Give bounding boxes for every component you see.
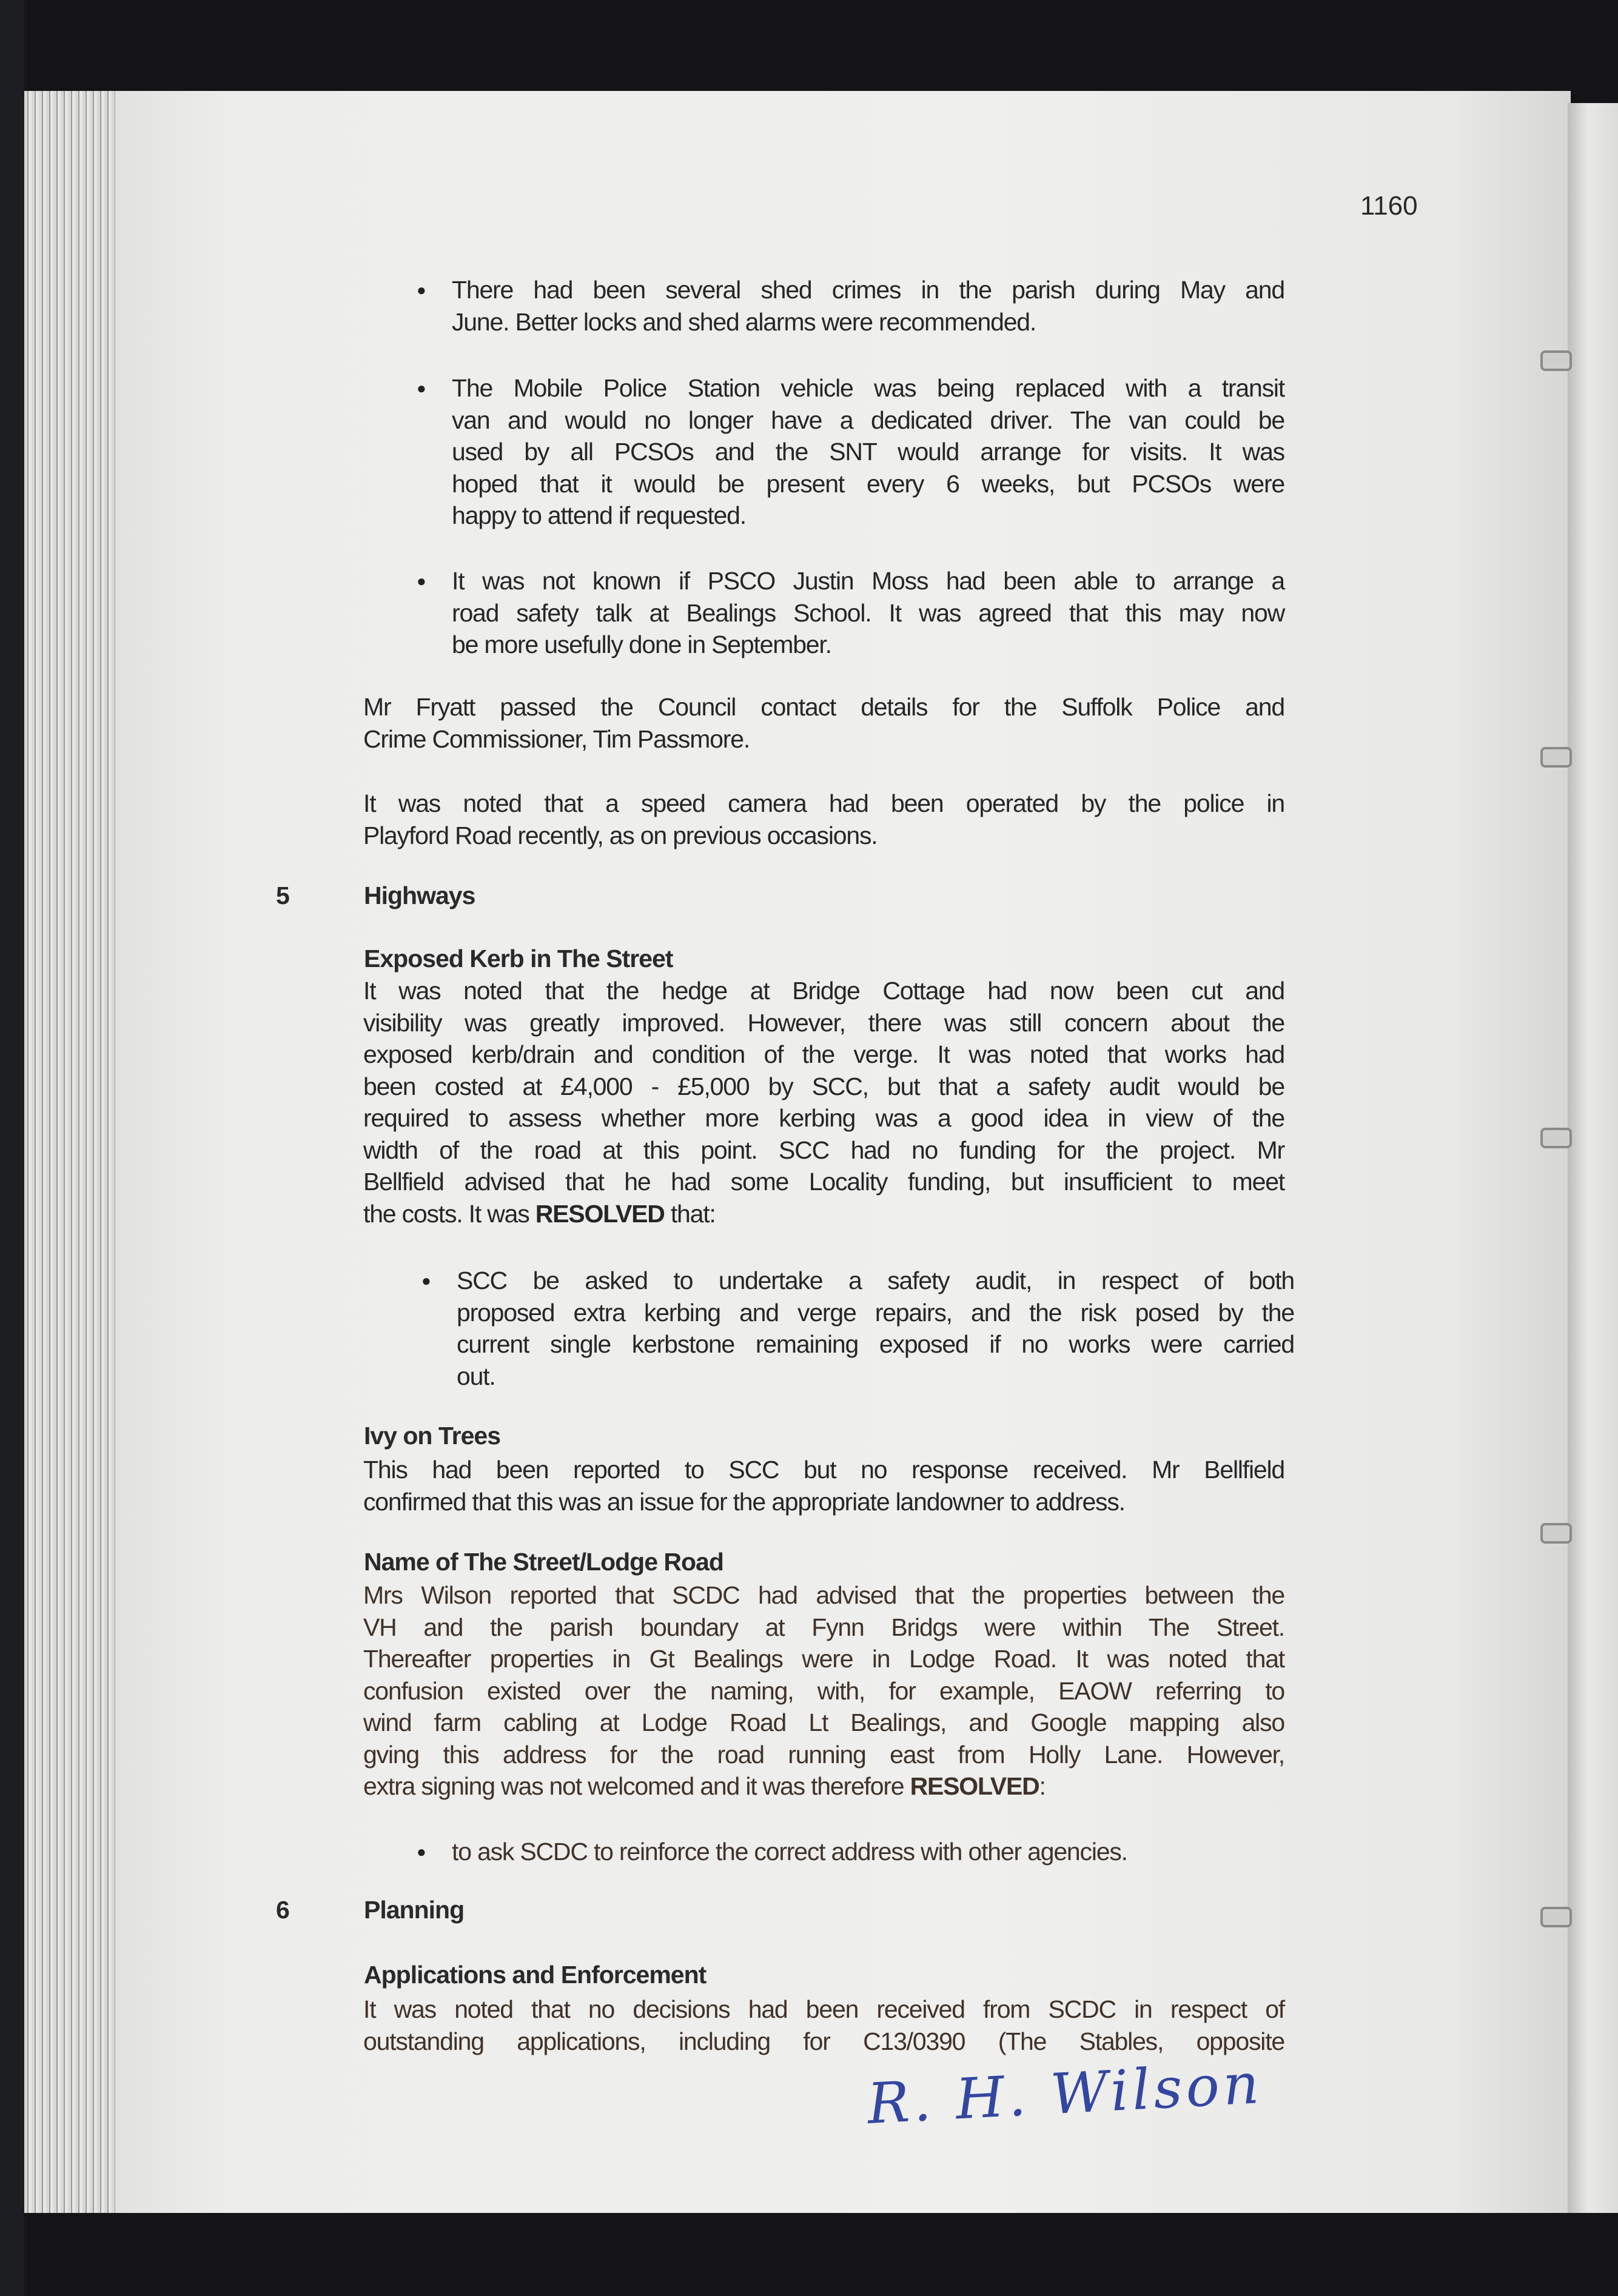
subheading: Ivy on Trees <box>364 1422 501 1450</box>
binder-ring-icon <box>1540 1907 1572 1927</box>
paragraph-line <box>363 1199 1284 1229</box>
bullet-line: out. <box>457 1362 495 1390</box>
line-text: : <box>1039 1772 1046 1800</box>
binder-edge <box>0 0 24 2296</box>
paragraph-line: It was noted that no decisions had been received from SCDC in respect of <box>363 1995 1284 2023</box>
bullet-line: to ask SCDC to reinforce the correct address with other agencies. <box>452 1838 1127 1866</box>
paragraph-line: gving this address for the road running east from Holly Lane. However, <box>363 1740 1284 1769</box>
section-heading: Planning <box>364 1896 465 1924</box>
bullet-line: van and would no longer have a dedicated driver. The van could be <box>452 406 1284 434</box>
section-number: 6 <box>276 1896 290 1924</box>
paragraph-line: visibility was greatly improved. However, there was still concern about the <box>363 1008 1284 1037</box>
next-page-curl <box>1568 103 1618 2213</box>
paragraph-line: been costed at £4,000 - £5,000 by SCC, but that a safety audit would be <box>363 1072 1284 1100</box>
paragraph-line: confirmed that this was an issue for the appropriate landowner to address. <box>363 1487 1125 1516</box>
subheading: Exposed Kerb in The Street <box>364 945 673 972</box>
bullet-line: happy to attend if requested. <box>452 501 746 529</box>
binder-ring-icon <box>1540 350 1572 371</box>
paragraph-line: VH and the parish boundary at Fynn Bridgs were within The Street. <box>363 1613 1284 1641</box>
signature: R. H. Wilson <box>865 2051 1264 2137</box>
bullet-line: be more usefully done in September. <box>452 631 831 658</box>
paragraph-line: Playford Road recently, as on previous occasions. <box>363 821 878 849</box>
binder-ring-icon <box>1540 1128 1572 1148</box>
line-text: that: <box>664 1199 716 1228</box>
paragraph-line: exposed kerb/drain and condition of the verge. It was noted that works had <box>363 1040 1284 1068</box>
bullet-icon: ● <box>417 379 426 397</box>
paragraph-line: It was noted that the hedge at Bridge Cottage had now been cut and <box>363 977 1284 1005</box>
paragraph-line: outstanding applications, including for C13/0390 (The Stables, opposite <box>363 2027 1284 2055</box>
bullet-line: proposed extra kerbing and verge repairs, and the risk posed by the <box>457 1298 1294 1327</box>
bullet-line: current single kerbstone remaining exposed if no works were carried <box>457 1330 1294 1358</box>
subheading: Applications and Enforcement <box>364 1961 707 1989</box>
paragraph-line: wind farm cabling at Lodge Road Lt Bealings, and Google mapping also <box>363 1709 1284 1736</box>
paragraph-line: Mr Fryatt passed the Council contact details for the Suffolk Police and <box>363 693 1284 721</box>
bullet-icon: ● <box>417 1842 426 1861</box>
bullet-line: It was not known if PSCO Justin Moss had been able to arrange a <box>452 567 1284 595</box>
bullet-line: The Mobile Police Station vehicle was being replaced with a transit <box>452 374 1284 402</box>
bullet-line: SCC be asked to undertake a safety audit, in respect of both <box>457 1267 1294 1294</box>
paragraph-line: Thereafter properties in Gt Bealings were in Lodge Road. It was noted that <box>363 1645 1284 1673</box>
paragraph-line: Crime Commissioner, Tim Passmore. <box>363 725 750 753</box>
bullet-icon: ● <box>417 572 426 590</box>
bullet-line: June. Better locks and shed alarms were recommended. <box>452 307 1036 336</box>
bullet-line: used by all PCSOs and the SNT would arrange for visits. It was <box>452 438 1284 466</box>
page-stack-edges <box>24 91 127 2213</box>
paragraph-line: required to assess whether more kerbing was a good idea in view of the <box>363 1104 1284 1132</box>
bullet-icon: ● <box>421 1271 431 1290</box>
paragraph-line: confusion existed over the naming, with, for example, EAOW referring to <box>363 1676 1284 1705</box>
section-heading: Highways <box>364 882 475 909</box>
bullet-icon: ● <box>417 281 426 299</box>
paragraph-line: This had been reported to SCC but no response received. Mr Bellfield <box>363 1456 1284 1484</box>
resolved-emphasis: RESOLVED <box>535 1199 665 1228</box>
bullet-line: road safety talk at Bealings School. It was agreed that this may now <box>452 598 1284 627</box>
binder-ring-icon <box>1540 747 1572 768</box>
line-text: the costs. It was <box>363 1199 535 1228</box>
resolved-emphasis: RESOLVED <box>910 1772 1039 1800</box>
paragraph-line <box>363 1771 1284 1801</box>
section-number: 5 <box>276 882 290 909</box>
binder-ring-icon <box>1540 1523 1572 1544</box>
paragraph-line: It was noted that a speed camera had been operated by the police in <box>363 789 1284 817</box>
subheading: Name of The Street/Lodge Road <box>364 1548 723 1576</box>
page-number: 1160 <box>1360 191 1418 221</box>
paragraph-line: Bellfield advised that he had some Locality funding, but insufficient to meet <box>363 1168 1284 1196</box>
line-text: extra signing was not welcomed and it was therefore <box>363 1772 910 1800</box>
paragraph-line: width of the road at this point. SCC had no funding for the project. Mr <box>363 1136 1284 1164</box>
paragraph-line: Mrs Wilson reported that SCDC had advised that the properties between the <box>363 1581 1284 1609</box>
bullet-line: hoped that it would be present every 6 weeks, but PCSOs were <box>452 469 1284 498</box>
bullet-line: There had been several shed crimes in the parish during May and <box>452 276 1284 304</box>
